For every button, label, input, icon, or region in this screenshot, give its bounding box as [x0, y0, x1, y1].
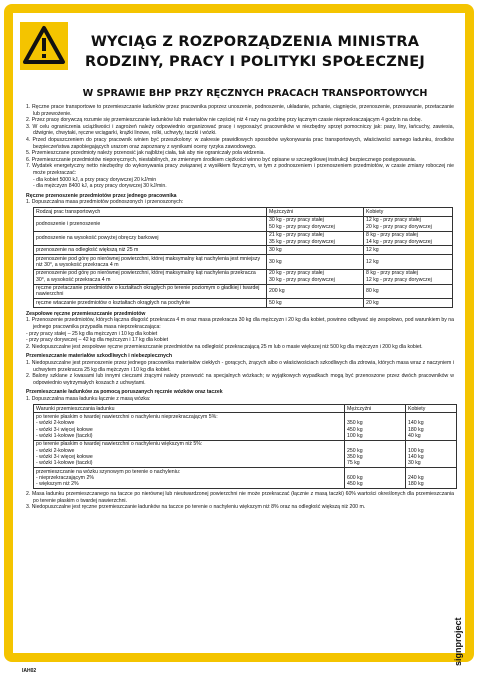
product-code: IAH02 [22, 668, 37, 674]
section-intro: 1. Dopuszczalna masa ładunku łącznie z masą wózka: [26, 395, 151, 402]
table-row [34, 246, 453, 254]
trolley-limits-table [33, 404, 457, 489]
table-cell [267, 216, 364, 231]
table-cell: ręczne przetaczanie przedmiotów o kształtach okrągłych po terenie poziomym o gładkiej i twardej nawierzchni [34, 284, 267, 299]
warning-sign [20, 22, 68, 70]
table-cell-line: 100 kg [347, 432, 363, 439]
table-cell-line: 75 kg [347, 460, 360, 467]
intro-item: 7. Wydatek energetyczny netto niezbędny do wykonywania pracy związanej z wysiłkiem fizycznym, w tym z podnoszeniem i przenoszeniem przedmiotów, w czasie zmiany roboczej nie może przekraczać: [26, 163, 454, 176]
table-cell-line: 30 kg - przy pracy dorywczej [269, 276, 335, 283]
table-cell: przenoszenie pod górę po nierównej powierzchni, której maksymalny kąt nachylenia jest mniejszy niż 30°, a wysokość przekracza 4 m [34, 254, 267, 269]
intro-item: 3. W celu ograniczenia uciążliwości i zagrożeń należy odpowiednio organizować pracę i wyposażyć pracowników w niezbędny sprzęt pomocniczy jak: pasy, liny, łańcuchy, zawiesia, dźwignie, chwytaki, ręczne wciągarki, krążki linowe, rolki, uchwyty, taczki i wózki. [26, 123, 454, 137]
load-limits-table [33, 207, 453, 307]
title-line-1: WYCIĄG Z ROZPORZĄDZENIA MINISTRA [90, 34, 420, 50]
title-line-2: RODZINY, PRACY I POLITYKI SPOŁECZNEJ [85, 54, 425, 70]
table-cell-line: - wózki 1-kołowe (taczki) [36, 460, 93, 467]
table-cell-line: 30 kg - przy pracy stałej [269, 217, 324, 224]
table-row [34, 231, 453, 246]
table-cell-line: - wózki 3-i więcej kołowe [36, 426, 93, 433]
table-cell [406, 413, 457, 440]
table-cell-line: - wózki 2-kołowe [36, 420, 75, 427]
table-cell-line: - większym niż 2% [36, 481, 79, 488]
table-cell-line: po terenie płaskim o twardej nawierzchni o nachyleniu nieprzekraczającym 5%: [36, 414, 218, 421]
table-cell-line: 12 kg - przy pracy stałej [366, 217, 421, 224]
table-cell-line: 350 kg [347, 454, 363, 461]
table-cell [406, 440, 457, 467]
intro-item: 1. Ręczne prace transportowe to przemieszczanie ładunków przez pracownika poprzez unoszenie, podnoszenie, układanie, pchanie, ciągnięcie, przenoszenie, przesuwanie, przetaczanie lub przewożenie. [26, 104, 454, 117]
section-item: 2. Masa ładunku przemieszczanego na taczce po nierównej lub nieutwardzonej powierzchni nie może przekraczać (łącznie z masą taczki) 60% wartości określonych dla przemieszczania po terenie płaskim o twardej nawierzchni. [26, 491, 454, 504]
table-cell: podnoszenie na wysokość powyżej obręczy barkowej [34, 231, 267, 246]
table-cell-line: 8 kg - przy pracy stałej [366, 270, 418, 277]
section-item: - przy pracy stałej – 25 kg dla mężczyzn i 10 kg dla kobiet [26, 330, 158, 337]
table-cell-line: 20 kg [366, 299, 379, 306]
table-cell [364, 284, 453, 299]
section-item: - przy pracy dorywczej – 42 kg dla mężczyzn i 17 kg dla kobiet [26, 337, 169, 344]
table-cell: ręczne wtaczanie przedmiotów o kształtach okrągłych na pochylnie [34, 299, 267, 307]
intro-item: 4. Przed dopuszczeniem do pracy pracownik winien być przeszkolony: w zakresie prawidłowych sposobów wykonywania prac transportowych, właściwości samego ładunku, środków bezpieczeństwa zapobiegających urazom oraz zapoznany z wynikami oceny ryzyka zawodowego. [26, 136, 454, 150]
table-cell-line: 20 kg - przy pracy stałej [269, 270, 324, 277]
table-row [34, 284, 453, 299]
table-cell [364, 254, 453, 269]
table-cell [34, 413, 345, 440]
table-cell [267, 254, 364, 269]
table-cell-line: - wózki 1-kołowe (taczki) [36, 432, 93, 439]
intro-item: 2. Przez pracę dorywczą rozumie się przemieszczanie ładunków lub materiałów nie częściej niż 4 razy na godzinę przy łącznym czasie nieprzekraczającym 4 godzin na dobę. [26, 117, 423, 124]
table-cell-line: 12 kg - przy pracy dorywczej [366, 276, 432, 283]
table-cell-line: 180 kg [408, 426, 424, 433]
warning-triangle-icon [20, 22, 68, 70]
table-header-row [34, 208, 453, 216]
table-header-cell: Warunki przemieszczania ładunku [34, 404, 345, 412]
table-cell [267, 231, 364, 246]
table-header-cell: Mężczyźni [267, 208, 364, 216]
table-header-cell: Rodzaj prac transportowych [34, 208, 267, 216]
table-cell-line: 450 kg [347, 426, 363, 433]
document-body [26, 104, 454, 511]
table-cell [267, 269, 364, 284]
table-cell [267, 299, 364, 307]
section-heading: Ręczne przenoszenie przedmiotów przez jednego pracownika [26, 192, 177, 199]
table-cell-line: 12 kg [366, 247, 379, 254]
table-cell-line: 35 kg - przy pracy dorywczej [269, 238, 335, 245]
table-cell-line: 250 kg [347, 447, 363, 454]
table-cell-line: 80 kg [366, 288, 379, 295]
section-intro: 1. Dopuszczalna masa przedmiotów podnoszonych i przenoszonych: [26, 199, 184, 206]
table-header-cell: Mężczyźni [345, 404, 406, 412]
table-cell [406, 468, 457, 489]
table-cell-line: - nieprzekraczającym 2% [36, 475, 94, 482]
table-row [34, 299, 453, 307]
table-cell-line: 450 kg [347, 481, 363, 488]
subtitle: W SPRAWIE BHP PRZY RĘCZNYCH PRACACH TRANSPORTOWYCH [82, 88, 428, 99]
table-cell: podnoszenie i przenoszenie [34, 216, 267, 231]
energy-limit-women: - dla kobiet 5000 kJ, a przy pracy dorywczej 20 kJ/min [33, 176, 157, 183]
table-cell-line: 240 kg [408, 475, 424, 482]
intro-item: 6. Przemieszczanie przedmiotów nieporęcznych, niestabilnych, ze zmiennym środkiem ciężkości winno być opisane w szczegółowej instrukcji bezpiecznego postępowania. [26, 156, 417, 163]
table-cell [345, 440, 406, 467]
table-cell [345, 468, 406, 489]
table-row [34, 468, 457, 489]
table-cell-line: 50 kg - przy pracy dorywczej [269, 223, 335, 230]
section-item: 2. Niedopuszczalne jest zespołowe ręczne przemieszczanie przedmiotów na odległość przekraczającą 25 m lub o masie większej niż 500 kg dla mężczyzn i 200 kg dla kobiet. [26, 343, 423, 350]
table-cell [364, 299, 453, 307]
table-cell-line: 200 kg [269, 288, 285, 295]
table-row [34, 216, 453, 231]
section-item: 1. Niedopuszczalne jest przenoszenie przez jednego pracownika materiałów ciekłych - gorących, żrących albo o właściwościach szkodliwych dla zdrowia, których masa wraz z naczyniem i uchwytem przekracza 25 kg dla mężczyzn i 10 kg dla kobiet. [26, 359, 454, 373]
signproject-logo-text: signproject [453, 617, 463, 666]
signproject-logo [452, 566, 464, 666]
table-cell-line: - wózki 3-i więcej kołowe [36, 454, 93, 461]
table-cell-line: po terenie płaskim o twardej nawierzchni o nachyleniu większym niż 5%: [36, 441, 203, 448]
table-cell [267, 246, 364, 254]
table-cell-line: - wózki 2-kołowe [36, 447, 75, 454]
table-cell-line: 21 kg - przy pracy stałej [269, 232, 324, 239]
table-cell [345, 413, 406, 440]
section-heading: Zespołowe ręczne przemieszczanie przedmiotów [26, 310, 146, 317]
table-cell [364, 216, 453, 231]
table-cell-line: 14 kg - przy pracy dorywczej [366, 238, 432, 245]
table-cell-line: 20 kg - przy pracy dorywczej [366, 223, 432, 230]
table-cell [34, 440, 345, 467]
table-cell-line: 600 kg [347, 475, 363, 482]
table-cell-line: 140 kg [408, 454, 424, 461]
table-cell-line: 140 kg [408, 420, 424, 427]
table-cell-line: 50 kg [269, 299, 282, 306]
table-row [34, 413, 457, 440]
table-row [34, 269, 453, 284]
table-cell-line: 100 kg [408, 447, 424, 454]
table-cell-line: 350 kg [347, 420, 363, 427]
table-cell-line: 30 kg [269, 258, 282, 265]
table-cell-line: 12 kg [366, 258, 379, 265]
section-item: 2. Balony szklane z kwasami lub innymi cieczami żrącymi należy przewozić na specjalnych wózkach; w wyjątkowych wypadkach mogą być przenoszone przez dwóch pracowników w odpowiednio wytrzymałych koszach z uchwytami. [26, 373, 454, 386]
section-heading: Przemieszczanie ładunków za pomocą poruszanych ręcznie wózków oraz taczek [26, 389, 223, 396]
table-header-row [34, 404, 457, 412]
table-cell [364, 269, 453, 284]
section-heading: Przemieszczanie materiałów szkodliwych i niebezpiecznych [26, 353, 172, 360]
table-header-cell: Kobiety [406, 404, 457, 412]
table-cell [364, 231, 453, 246]
section-item: 3. Niedopuszczalne jest ręczne przemieszczanie ładunków na taczce po terenie o nachyleniu większym niż 8% oraz na odległość większą niż 200 m. [26, 504, 366, 511]
table-cell-line: 180 kg [408, 481, 424, 488]
table-cell [267, 284, 364, 299]
energy-limit-men: - dla mężczyzn 8400 kJ, a przy pracy dorywczej 30 kJ/min. [33, 183, 167, 190]
table-cell: przenoszenie na odległość większą niż 25 m [34, 246, 267, 254]
table-cell: przenoszenie pod górę po nierównej powierzchni, której maksymalny kąt nachylenia przekracza 30°, a wysokość przekracza 4 m [34, 269, 267, 284]
table-cell-line: 40 kg [408, 432, 421, 439]
section-item: 1. Przenoszenie przedmiotów, których łączna długość przekracza 4 m oraz masa przekracza 30 kg dla mężczyzn i 20 kg dla kobiet, powinno odbywać się zespołowo, pod warunkiem by na jednego pracownika przypadła masa nieprzekraczająca: [26, 317, 454, 330]
table-cell-line: 30 kg [408, 460, 421, 467]
table-cell-line: 30 kg [269, 247, 282, 254]
table-row [34, 440, 457, 467]
table-header-cell: Kobiety [364, 208, 453, 216]
table-cell [34, 468, 345, 489]
table-cell-line: przemieszczanie na wózku szynowym po terenie o nachyleniu: [36, 468, 181, 475]
table-cell-line: 8 kg - przy pracy stałej [366, 232, 418, 239]
table-row [34, 254, 453, 269]
table-cell [364, 246, 453, 254]
intro-item: 5. Przemieszczane przedmioty należy przenosić jak najbliżej ciała, tak aby nie ograniczały pola widzenia. [26, 150, 265, 157]
